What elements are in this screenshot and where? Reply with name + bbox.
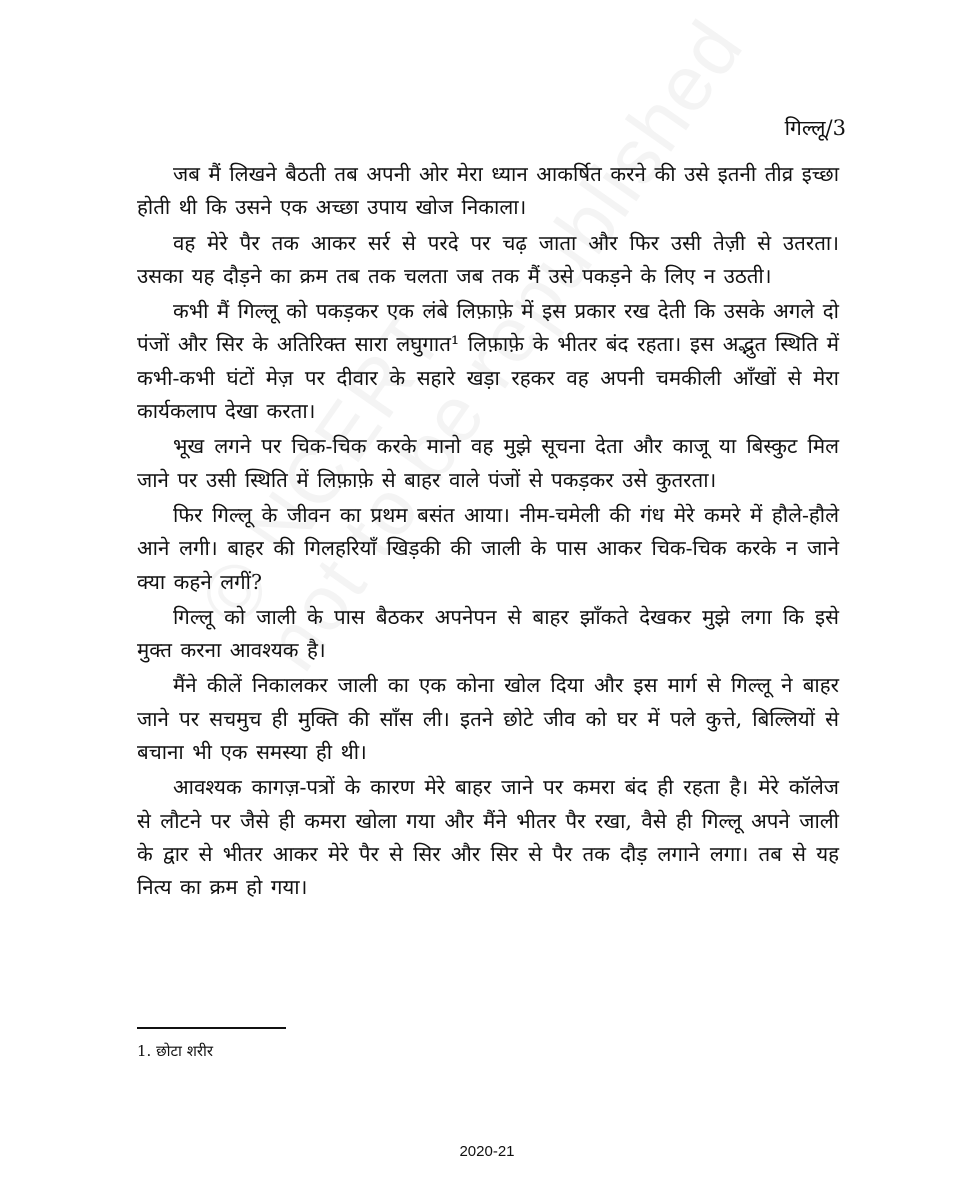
body-text — [137, 158, 839, 905]
page-header: गिल्लू/3 — [784, 116, 846, 140]
footnote: 1. छोटा शरीर — [137, 1042, 214, 1060]
paragraph-4: भूख लगने पर चिक-चिक करके मानो वह मुझे सूचना देता और काजू या बिस्कुट मिल जाने पर उसी स्थिति में लिफ़ाफ़े से बाहर वाले पंजों से पकड़कर उसे कुतरता। — [137, 434, 839, 492]
paragraph-2: वह मेरे पैर तक आकर सर्र से परदे पर चढ़ जाता और फिर उसी तेज़ी से उतरता। उसका यह दौड़ने का क्रम तब तक चलता जब तक मैं उसे पकड़ने के लिए न उठती। — [137, 230, 839, 288]
paragraph-7: मैंने कीलें निकालकर जाली का एक कोना खोल दिया और इस मार्ग से गिल्लू ने बाहर जाने पर सचमुच ही मुक्ति की साँस ली। इतने छोटे जीव को घर में पले कुत्ते, बिल्लियों से बचाना भी एक समस्या ही थी। — [137, 673, 839, 765]
paragraph-6: गिल्लू को जाली के पास बैठकर अपनेपन से बाहर झाँकते देखकर मुझे लगा कि इसे मुक्त करना आवश्यक है। — [137, 604, 839, 663]
footnote-divider — [137, 1027, 286, 1029]
paragraph-8: आवश्यक कागज़-पत्रों के कारण मेरे बाहर जाने पर कमरा बंद ही रहता है। मेरे कॉलेज से लौटने पर जैसे ही कमरा खोला गया और मैंने भीतर पैर रखा, वैसे ही गिल्लू अपने जाली के द्वार से भीतर आकर मेरे पैर से सिर और सिर से पैर तक दौड़ लगाने लगा। तब से यह नित्य का क्रम हो गया। — [137, 775, 839, 900]
paragraph-1: जब मैं लिखने बैठती तब अपनी ओर मेरा ध्यान आकर्षित करने की उसे इतनी तीव्र इच्छा होती थी कि उसने एक अच्छा उपाय खोज निकाला। — [137, 162, 839, 220]
year-footer: 2020-21 — [459, 1143, 515, 1160]
paragraph-5: फिर गिल्लू के जीवन का प्रथम बसंत आया। नीम-चमेली की गंध मेरे कमरे में हौले-हौले आने लगी। बाहर की गिलहरियाँ खिड़की की जाली के पास आकर चिक-चिक करके न जाने क्या कहने लगीं? — [137, 502, 839, 594]
paragraph-3: कभी मैं गिल्लू को पकड़कर एक लंबे लिफ़ाफ़े में इस प्रकार रख देती कि उसके अगले दो पंजों और सिर के अतिरिक्त सारा लघुगात¹ लिफ़ाफ़े के भीतर बंद रहता। इस अद्भुत स्थिति में कभी-कभी घंटों मेज़ पर दीवार के सहारे खड़ा रहकर वह अपनी चमकीली आँखों से मेरा कार्यकलाप देखा करता। — [137, 299, 839, 424]
